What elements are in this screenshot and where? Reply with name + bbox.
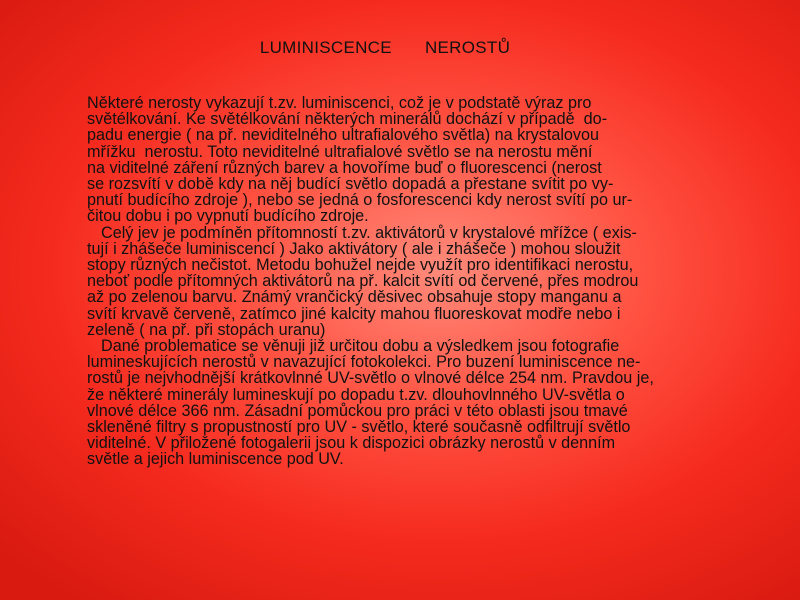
paragraph-line: padu energie ( na př. neviditelného ultrafialového světla) na krystalovou [87, 126, 600, 145]
paragraph-line: skleněné filtry s propustností pro UV - světlo, které současně odfiltrují světlo [87, 418, 631, 437]
paragraph-line: mřížku nerostu. Toto neviditelné ultrafialové světlo se na nerostu mění [87, 142, 593, 161]
paragraph-line: viditelné. V přiložené fotogalerii jsou k dispozici obrázky nerostů v denním [87, 434, 616, 453]
paragraph-line: na viditelné záření různých barev a hovoříme buď o fluorescenci (nerost [87, 158, 602, 177]
paragraph-3 [87, 338, 787, 468]
paragraph-line: rostů je nejvhodnější krátkovlnné UV-světlo o vlnové délce 254 nm. Pravdou je, [87, 369, 654, 388]
paragraph-line: se rozsvítí v době kdy na něj budící světlo dopadá a přestane svítit po vy- [87, 175, 614, 194]
paragraph-line: pnutí budícího zdroje ), nebo se jedná o fosforescenci kdy nerost svítí po ur- [87, 191, 633, 210]
paragraph-line: až po zelenou barvu. Známý vrančický děsivec obsahuje stopy manganu a [87, 288, 622, 307]
paragraph-line: stopy různých nečistot. Metodu bohužel nejde využít pro identifikaci nerostu, [87, 256, 634, 275]
paragraph-line: Celý jev je podmíněn přítomností t.zv. aktivátorů v krystalové mřížce ( exis- [101, 223, 637, 242]
paragraph-line: světélkování. Ke světélkování některých minerálů dochází v případě do- [87, 110, 608, 129]
paragraph-line: svítí krvavě červeně, zatímco jiné kalcity mahou fluoreskovat modře nebo i [87, 304, 621, 323]
document-title: LUMINISCENCE NEROSTŮ [259, 38, 511, 57]
paragraph-line: lumineskujících nerostů v navazující fotokolekci. Pro buzení luminiscence ne- [87, 353, 641, 372]
paragraph-line: zeleně ( na př. při stopách uranu) [87, 320, 326, 339]
paragraph-line: tují i zhášeče luminiscencí ) Jako aktivátory ( ale i zhášeče ) mohou sloužit [87, 239, 621, 258]
paragraph-line: Dané problematice se věnuji již určitou dobu a výsledkem jsou fotografie [101, 337, 620, 356]
paragraph-line: světle a jejich luminiscence pod UV. [87, 450, 344, 469]
paragraph-line: čitou dobu i po vypnutí budícího zdroje. [87, 207, 369, 226]
paragraph-1 [87, 95, 787, 225]
paragraph-2 [87, 225, 787, 338]
document-body [87, 95, 787, 468]
paragraph-line: Některé nerosty vykazují t.zv. luminiscenci, což je v podstatě výraz pro [87, 94, 592, 112]
paragraph-line: vlnové délce 366 nm. Zásadní pomůckou pro práci v této oblasti jsou tmavé [87, 401, 628, 420]
paragraph-line: že některé minerály lumineskují po dopadu t.zv. dlouhovlnného UV-světla o [87, 385, 625, 404]
paragraph-line: neboť podle přítomných aktivátorů na př. kalcit svítí od červené, přes modrou [87, 272, 639, 291]
